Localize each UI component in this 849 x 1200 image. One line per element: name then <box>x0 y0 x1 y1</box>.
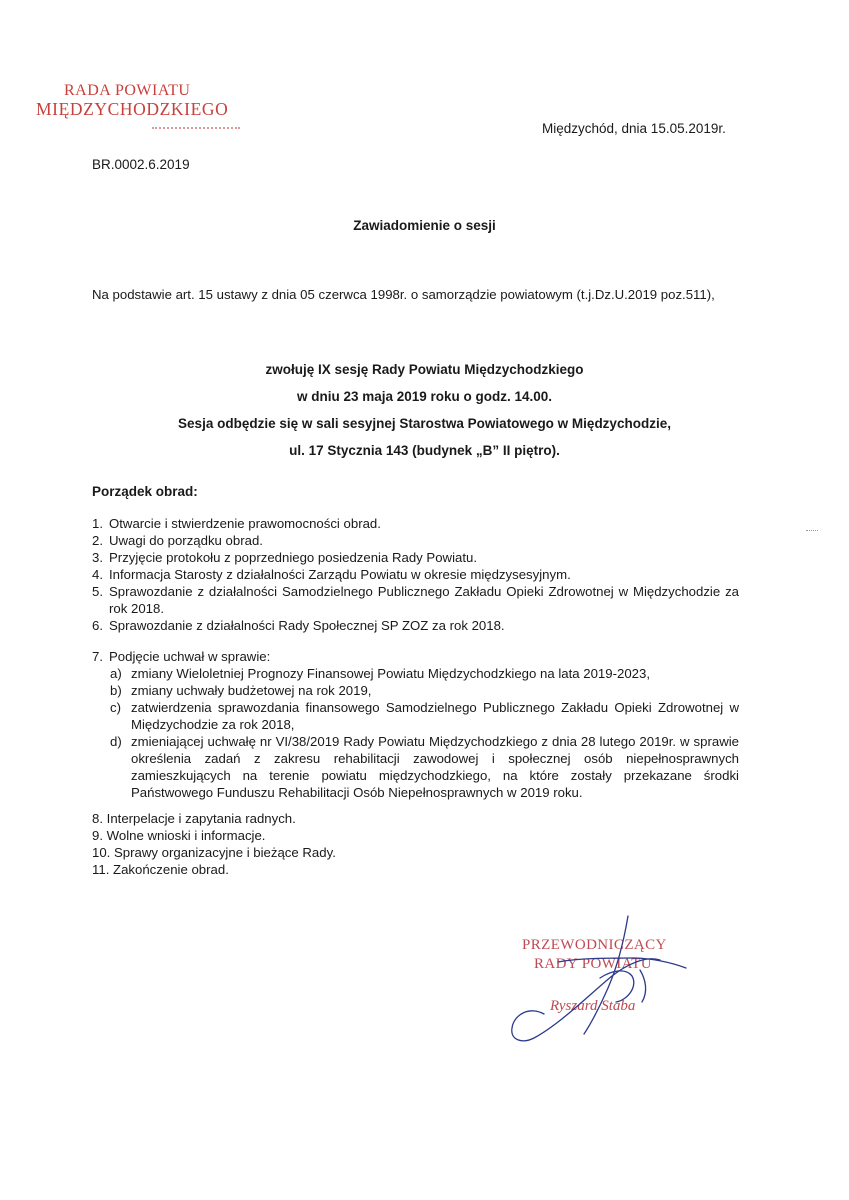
agenda-item-number: 9. <box>92 828 103 843</box>
agenda-subitem-text: zmieniającej uchwałę nr VI/38/2019 Rady Powiatu Międzychodzkiego z dnia 28 lutego 2019r. w sprawie określenia zadań z zakresu rehabilitacji zawodowej i społecznej osób niepełnosprawnych zamieszkujących na terenie powiatu międzychodzkiego, na które zostały przekazane środki Państwowego Funduszu Rehabilitacji Osób Niepełnosprawnych w 2019 roku. <box>131 734 739 800</box>
agenda-item-text: Sprawy organizacyjne i bieżące Rady. <box>114 845 336 860</box>
intro-paragraph: Na podstawie art. 15 ustawy z dnia 05 czerwca 1998r. o samorządzie powiatowym (t.j.Dz.U.2019 poz.511), <box>92 287 715 302</box>
agenda-heading: Porządek obrad: <box>92 484 198 499</box>
summons-line: Sesja odbędzie się w sali sesyjnej Starostwa Powiatowego w Międzychodzie, <box>178 416 671 431</box>
signature-stamp-title: PRZEWODNICZĄCY <box>522 937 667 953</box>
stamp-line-1: RADA POWIATU <box>64 82 191 99</box>
agenda-list-end <box>92 810 739 878</box>
agenda-item-7 <box>92 648 739 801</box>
agenda-item <box>92 617 739 634</box>
agenda-subitem <box>110 733 739 801</box>
agenda-subitem-text: zatwierdzenia sprawozdania finansowego Samodzielnego Publicznego Zakładu Opieki Zdrowotnej w Międzychodzie za rok 2018, <box>131 700 739 732</box>
summons-line: w dniu 23 maja 2019 roku o godz. 14.00. <box>296 389 553 404</box>
agenda-list <box>92 515 739 634</box>
summons-line: zwołuję IX sesję Rady Powiatu Międzychodzkiego <box>265 362 584 377</box>
signature-block <box>500 910 730 1050</box>
agenda-item-text: Sprawozdanie z działalności Rady Społecznej SP ZOZ za rok 2018. <box>109 618 505 633</box>
reference-number: BR.0002.6.2019 <box>92 157 190 172</box>
agenda-subitem-text: zmiany uchwały budżetowej na rok 2019, <box>131 683 372 698</box>
signature-stamp-name: Ryszard Staba <box>550 998 636 1014</box>
agenda-subitem-text: zmiany Wieloletniej Prognozy Finansowej Powiatu Międzychodzkiego na lata 2019-2023, <box>131 666 650 681</box>
place-date: Międzychód, dnia 15.05.2019r. <box>542 121 726 136</box>
agenda-subitem-letter: d) <box>110 734 122 749</box>
agenda-item-number: 4. <box>92 567 103 582</box>
council-stamp <box>36 82 246 129</box>
agenda-item-number: 6. <box>92 618 103 633</box>
stamp-underline <box>152 124 240 129</box>
handwritten-signature <box>500 910 730 1050</box>
agenda-item-text: Informacja Starosty z działalności Zarządu Powiatu w okresie międzysesyjnym. <box>109 567 571 582</box>
agenda-item <box>92 810 739 827</box>
document-title: Zawiadomienie o sesji <box>353 218 496 233</box>
agenda-item <box>92 844 739 861</box>
agenda-subitem <box>110 665 739 682</box>
agenda-item-text: Podjęcie uchwał w sprawie: <box>109 649 271 664</box>
agenda-item <box>92 566 739 583</box>
agenda-item <box>92 861 739 878</box>
agenda-item <box>92 515 739 532</box>
signature-stamp-subtitle: RADY POWIATU <box>534 956 652 972</box>
agenda-item-number: 5. <box>92 584 103 599</box>
agenda-item-text: Wolne wnioski i informacje. <box>106 828 266 843</box>
agenda-item-text: Zakończenie obrad. <box>113 862 229 877</box>
stamp-line-2: MIĘDZYCHODZKIEGO <box>36 99 229 119</box>
agenda-subitem-letter: c) <box>110 700 121 715</box>
agenda-item-number: 11. <box>92 862 110 877</box>
agenda-item-text: Sprawozdanie z działalności Samodzielnego Publicznego Zakładu Opieki Zdrowotnej w Międzychodzie za rok 2018. <box>109 584 739 616</box>
agenda-subitem <box>110 699 739 733</box>
agenda-item <box>92 549 739 566</box>
agenda-item-text: Przyjęcie protokołu z poprzedniego posiedzenia Rady Powiatu. <box>109 550 478 565</box>
agenda-item <box>92 583 739 617</box>
margin-mark <box>806 530 818 532</box>
summons-line: ul. 17 Stycznia 143 (budynek „B” II piętro). <box>289 443 560 458</box>
agenda-item <box>92 827 739 844</box>
agenda-item-number: 8. <box>92 811 103 826</box>
agenda-item <box>92 532 739 549</box>
agenda-subitem-letter: b) <box>110 683 122 698</box>
agenda-item-number: 3. <box>92 550 103 565</box>
agenda-item-text: Otwarcie i stwierdzenie prawomocności obrad. <box>109 516 381 531</box>
agenda-item-text: Interpelacje i zapytania radnych. <box>106 811 296 826</box>
agenda-subitem <box>110 682 739 699</box>
agenda-item-number: 1. <box>92 516 103 531</box>
agenda-item-number: 2. <box>92 533 103 548</box>
summons-block <box>0 356 849 464</box>
agenda-item-number: 10. <box>92 845 111 860</box>
agenda-item-number: 7. <box>92 649 103 664</box>
agenda-item-text: Uwagi do porządku obrad. <box>109 533 263 548</box>
agenda-subitem-letter: a) <box>110 666 122 681</box>
agenda-item <box>92 648 739 665</box>
